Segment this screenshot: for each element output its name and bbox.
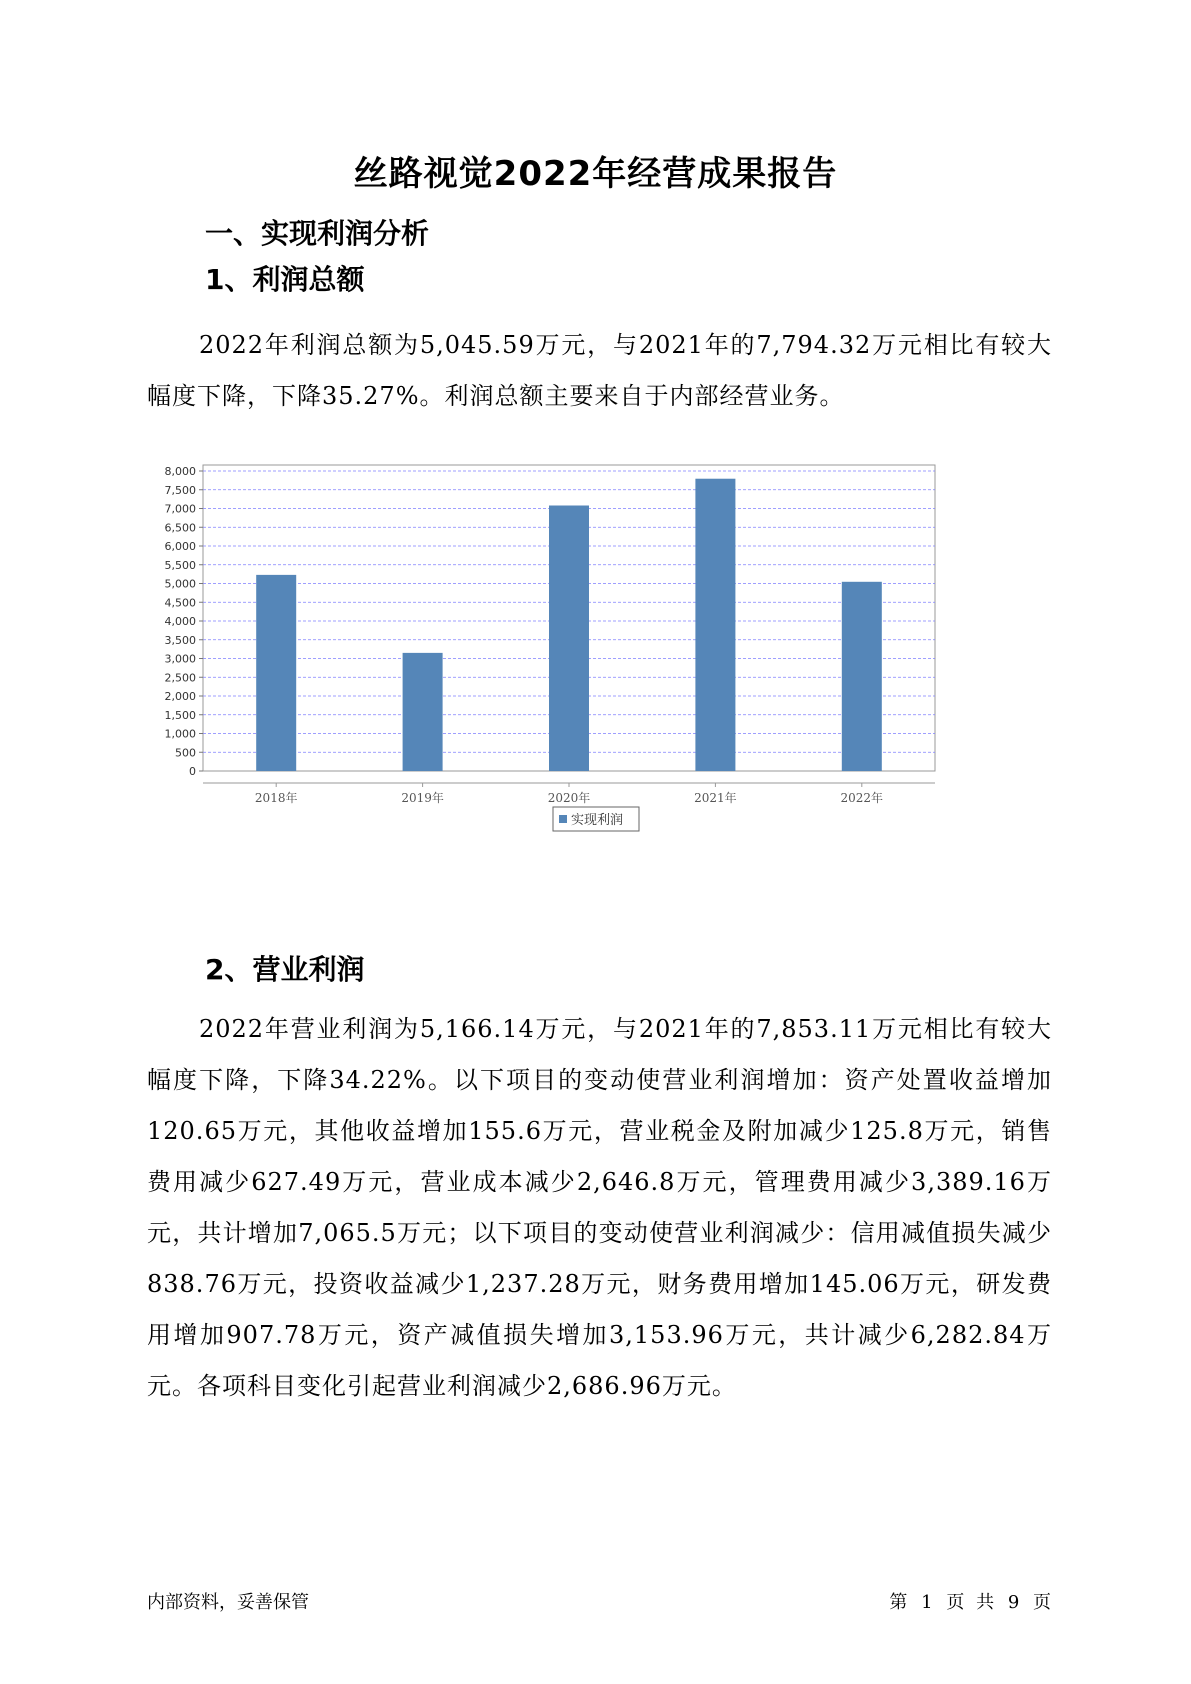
page-title: 丝路视觉2022年经营成果报告 — [353, 154, 838, 194]
operating-profit-paragraph: 2022年营业利润为5,166.14万元，与2021年的7,853.11万元相比有较大幅度下降，下降34.22%。以下项目的变动使营业利润增加：资产处置收益增加120.65万元，其他收益增加155.6万元，营业税金及附加减少125.8万元，销售费用减少627.49万元，营业成本减少2,646.8万元，管理费用减少3,389.16万元，共计增加7,065.5万元；以下项目的变动使营业利润减少：信用减值损失减少838.76万元，投资收益减少1,237.28万元，财务费用增加145.06万元，研发费用增加907.78万元，资产减值损失增加3,153.96万元，共计减少6,282.84万元。各项科目变化引起营业利润减少2,686.96万元。 — [147, 1015, 1052, 1400]
y-tick-label: 4,500 — [164, 596, 196, 610]
y-tick-label: 5,500 — [164, 558, 196, 572]
y-tick-label: 7,500 — [164, 483, 196, 497]
section-heading-profit-analysis: 一、实现利润分析 — [205, 217, 430, 250]
page-prefix: 第 — [889, 1592, 908, 1613]
y-tick-label: 7,000 — [164, 502, 196, 516]
y-tick-label: 4,000 — [164, 615, 196, 628]
x-tick-label: 2022年 — [840, 791, 884, 805]
profit-chart-svg — [150, 455, 1020, 915]
x-tick-label: 2018年 — [254, 791, 298, 805]
y-tick-label: 6,500 — [164, 521, 196, 535]
y-tick-label: 1,500 — [164, 708, 196, 722]
subsection-heading-total-profit: 1、利润总额 — [205, 263, 365, 296]
subsection-heading-operating-profit: 2、营业利润 — [205, 953, 365, 986]
profit-chart — [150, 455, 1020, 915]
y-tick-label: 1,000 — [164, 727, 196, 741]
bar-2020年 — [549, 506, 589, 772]
page-current: 1 — [921, 1592, 933, 1613]
footer-page-number — [887, 1588, 1051, 1614]
page-mid: 页 共 — [946, 1592, 995, 1613]
bar-2022年 — [842, 582, 882, 771]
y-tick-label: 3,500 — [164, 633, 196, 647]
legend-label: 实现利润 — [571, 813, 624, 828]
total-profit-paragraph: 2022年利润总额为5,045.59万元，与2021年的7,794.32万元相比有较大幅度下降，下降35.27%。利润总额主要来自于内部经营业务。 — [147, 331, 1052, 410]
page-suffix: 页 — [1033, 1592, 1051, 1613]
y-tick-label: 6,000 — [164, 540, 196, 553]
x-tick-label: 2020年 — [547, 791, 591, 805]
x-tick-label: 2021年 — [694, 791, 737, 805]
y-tick-label: 3,000 — [164, 652, 196, 666]
y-tick-label: 500 — [175, 746, 196, 760]
bar-2018年 — [256, 575, 296, 771]
x-tick-label: 2019年 — [401, 791, 444, 805]
y-tick-label: 2,500 — [164, 671, 196, 685]
y-tick-label: 0 — [189, 765, 196, 778]
bar-2021年 — [695, 479, 735, 771]
bar-2019年 — [403, 653, 443, 771]
page-total: 9 — [1007, 1592, 1020, 1613]
y-tick-label: 2,000 — [164, 690, 196, 703]
legend-swatch — [559, 815, 567, 823]
y-tick-label: 5,000 — [164, 577, 196, 591]
footer-confidential-note: 内部资料，妥善保管 — [147, 1592, 309, 1613]
y-tick-label: 8,000 — [164, 465, 196, 478]
